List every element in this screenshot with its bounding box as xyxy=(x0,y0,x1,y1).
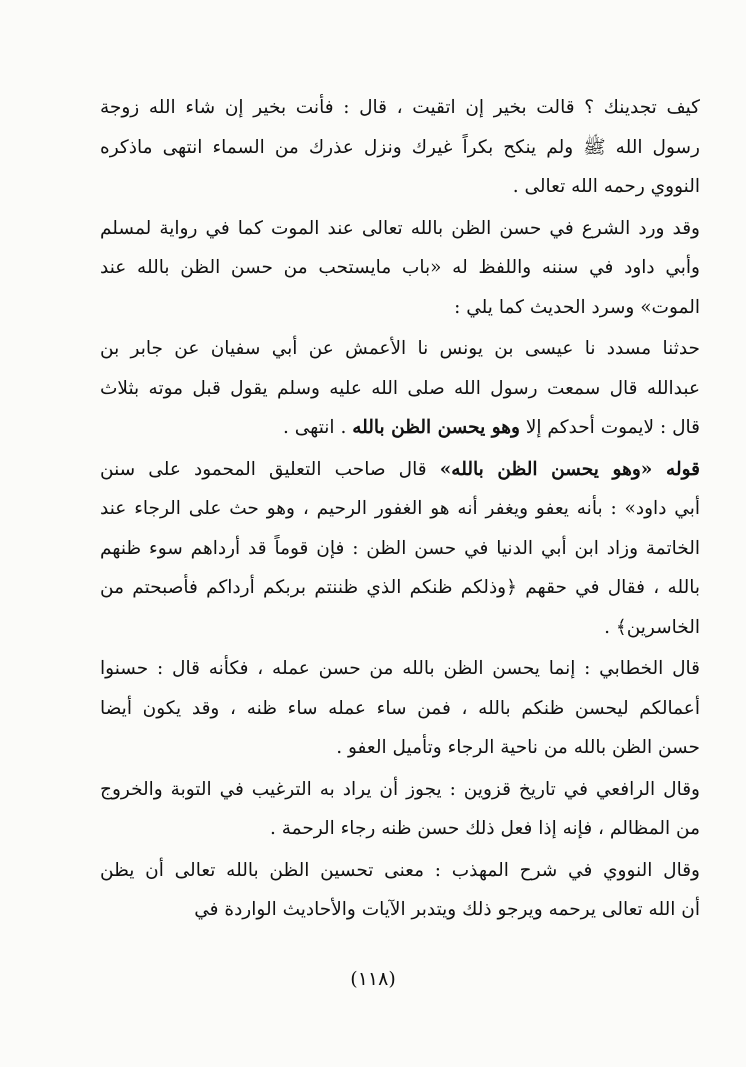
text-segment: الخاسرين﴾ . xyxy=(604,616,700,638)
text-segment: الموت» وسرد الحديث كما يلي : xyxy=(454,296,700,318)
page-number: (١١٨) xyxy=(350,968,396,990)
text-line xyxy=(100,728,700,768)
text-segment: أبي داود» : بأنه يعفو ويغفر أنه هو الغفور الرحيم ، وهو حث على الرجاء عند xyxy=(100,498,700,519)
text-segment: بالله ، فقال في حقهم ﴿وذلكم ظنكم الذي ظننتم بربكم أرداكم فأصبحتم من xyxy=(100,577,700,598)
text-segment: وقال الرافعي في تاريخ قزوين : يجوز أن يراد به الترغيب في التوبة والخروج xyxy=(100,778,700,800)
bold-text-segment: وهو يحسن الظن بالله xyxy=(352,417,520,438)
text-line xyxy=(100,369,700,409)
text-segment: عبدالله قال سمعت رسول الله صلى الله عليه وسلم يقول قبل موته بثلاث xyxy=(100,377,700,399)
text-segment: من المظالم ، فإنه إذا فعل ذلك حسن ظنه رجاء الرحمة . xyxy=(269,818,700,839)
text-line xyxy=(100,128,700,168)
bold-text-segment: قوله «وهو يحسن الظن بالله» xyxy=(439,458,700,480)
text-segment: أعمالكم ليحسن ظنكم بالله ، فمن ساء عمله ساء ظنه ، وقد يكون أيضا xyxy=(100,697,700,719)
text-segment: قال : لايموت أحدكم إلا xyxy=(519,417,700,438)
text-line xyxy=(100,489,700,529)
text-line xyxy=(100,248,700,288)
text-line xyxy=(100,809,700,849)
paragraph xyxy=(100,88,700,207)
paragraph xyxy=(100,450,700,648)
text-segment: وأبي داود في سننه واللفظ له «باب مايستحب من حسن الظن بالله عند xyxy=(100,257,700,278)
text-line xyxy=(100,408,700,448)
text-line xyxy=(100,890,700,930)
text-segment: رسول الله ﷺ ولم ينكح بكراً غيرك ونزل عذرك من السماء انتهى ماذكره xyxy=(100,136,700,158)
text-segment: وقال النووي في شرح المهذب : معنى تحسين الظن بالله تعالى أن يظن xyxy=(100,859,700,881)
text-line xyxy=(100,329,700,369)
text-line xyxy=(100,568,700,608)
paragraph xyxy=(100,851,700,930)
text-line xyxy=(100,288,700,328)
paragraph xyxy=(100,649,700,768)
text-segment: كيف تجدينك ؟ قالت بخير إن اتقيت ، قال : فأنت بخير إن شاء الله زوجة xyxy=(100,97,700,118)
text-segment: قال الخطابي : إنما يحسن الظن بالله من حسن عمله ، فكأنه قال : حسنوا xyxy=(100,658,700,679)
text-line xyxy=(100,851,700,891)
text-segment: النووي رحمه الله تعالى . xyxy=(512,176,700,197)
text-segment: حدثنا مسدد نا عيسى بن يونس نا الأعمش عن أبي سفيان عن جابر بن xyxy=(100,338,700,359)
text-line xyxy=(100,649,700,689)
text-line xyxy=(100,608,700,648)
text-segment: وقد ورد الشرع في حسن الظن بالله تعالى عند الموت كما في رواية لمسلم xyxy=(100,217,700,239)
text-segment: أن الله تعالى يرحمه ويرجو ذلك ويتدبر الآيات والأحاديث الواردة في xyxy=(194,899,700,920)
text-segment: الخاتمة وزاد ابن أبي الدنيا في حسن الظن : فإن قوماً قد أرداهم سوء ظنهم xyxy=(100,537,700,559)
text-line xyxy=(100,529,700,569)
text-line xyxy=(100,88,700,128)
text-line xyxy=(100,689,700,729)
text-segment: . انتهى . xyxy=(282,417,353,438)
text-line xyxy=(100,167,700,207)
paragraph xyxy=(100,209,700,328)
text-line xyxy=(100,450,700,490)
text-line xyxy=(100,209,700,249)
page-body xyxy=(100,88,700,930)
text-segment: قال صاحب التعليق المحمود على سنن xyxy=(100,458,440,480)
paragraph xyxy=(100,329,700,448)
text-line xyxy=(100,770,700,810)
paragraph xyxy=(100,770,700,849)
text-segment: حسن الظن بالله من ناحية الرجاء وتأميل العفو . xyxy=(336,737,700,758)
